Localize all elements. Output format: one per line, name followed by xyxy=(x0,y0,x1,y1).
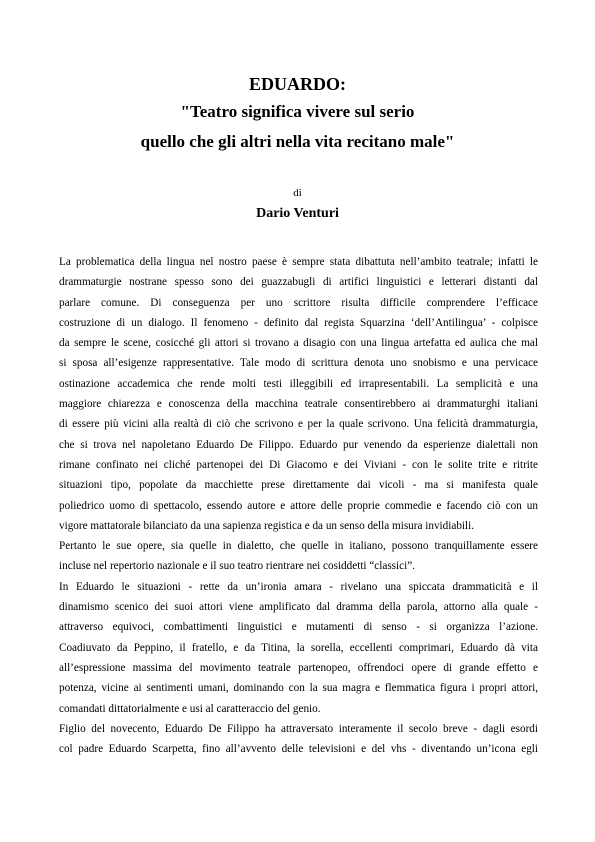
body-line: si sposa all’esigenze rappresentative. Tale modo di scrittura denota uno snobismo e una pervicace xyxy=(59,357,538,370)
document-subtitle-line-2: quello che gli altri nella vita recitano male" xyxy=(140,132,455,151)
body-line: che si trova nel napoletano Eduardo De Filippo. Eduardo pur venendo da esperienze dialettali non xyxy=(59,438,538,451)
author-name: Dario Venturi xyxy=(256,206,339,221)
body-line: all’espressione massima del movimento teatrale partenopeo, offrendoci opere di grande effetto e xyxy=(59,661,538,674)
body-line: incluse nel repertorio nazionale e il suo teatro rientrare nei cosiddetti “classici”. xyxy=(59,560,415,573)
body-line: comandati dittatorialmente e usi al caratteraccio del genio. xyxy=(59,702,321,715)
body-line: Figlio del novecento, Eduardo De Filippo ha attraversato interamente il secolo breve - dagli esordi xyxy=(59,722,538,735)
body-line: In Eduardo le situazioni - rette da un’ironia amara - rivelano una spiccata drammaticità e il xyxy=(59,580,538,593)
body-line: drammaturgie nostrane spesso sono dei guazzabugli di artifici linguistici e letterari distanti dal xyxy=(59,276,538,289)
document-title: EDUARDO: xyxy=(249,74,346,94)
body-line: col padre Eduardo Scarpetta, fino all’avvento delle televisioni e del vhs - diventando un’icona egli xyxy=(59,743,538,756)
body-line: parlare comune. Di conseguenza per uno scrittore risulta difficile comprendere l’efficace xyxy=(59,296,538,309)
body-line: Pertanto le sue opere, sia quelle in dialetto, che quelle in italiano, possono tranquillamente essere xyxy=(59,540,538,553)
body-line: situazioni tipo, popolate da macchiette prese direttamente dai vicoli - ma si manifesta quale xyxy=(59,479,538,492)
body-line: maggiore chiarezza e conoscenza della macchina teatrale consentirebbero ai drammaturghi italiani xyxy=(59,398,538,411)
body-line: da sempre le scene, cosicché gli attori si trovano a disagio con una lingua artefatta ed aulica che mal xyxy=(59,337,538,350)
document-subtitle-line-1: "Teatro significa vivere sul serio xyxy=(180,102,415,121)
body-line: poliedrico uomo di spettacolo, essendo autore e attore delle proprie commedie e facendo ciò con un xyxy=(59,499,538,512)
body-line: Coadiuvato da Peppino, il fratello, e da Titina, la sorella, eccellenti comprimari, Eduardo dà vita xyxy=(59,641,538,654)
body-line: vigore mattatorale bilanciato da una sapienza registica e da un senso della misura invidiabili. xyxy=(59,519,475,532)
body-line: ostinazione accademica che rende molti testi illeggibili ed irrapresentabili. La semplicità e una xyxy=(59,377,538,390)
body-text xyxy=(59,256,538,763)
body-line: costruzione di un dialogo. Il fenomeno - definito dal regista Squarzina ‘dell’Antilingua’ - colpisce xyxy=(59,316,538,329)
body-line: potenza, vicine ai sentimenti umani, dominando con la sua magra e flemmatica figura i propri attori, xyxy=(59,682,538,695)
byline-prefix: di xyxy=(293,187,302,199)
body-line: attraverso equivoci, combattimenti linguistici e mutamenti di senso - si organizza l’azione. xyxy=(59,621,538,634)
body-line: La problematica della lingua nel nostro paese è sempre stata dibattuta nell’ambito teatrale; infatti le xyxy=(59,256,538,268)
body-line: rimane confinato nei cliché partenopei dei Di Giacomo e dei Viviani - con le solite trite e ritrite xyxy=(59,458,538,471)
body-line: dinamismo scenico dei suoi attori viene amplificato dal dramma della parola, attorno alla quale - xyxy=(59,601,538,614)
body-line: di essere più vicini alla realtà di ciò che scrivono e per la quale scrivono. Una felicità drammaturgia, xyxy=(59,418,538,431)
